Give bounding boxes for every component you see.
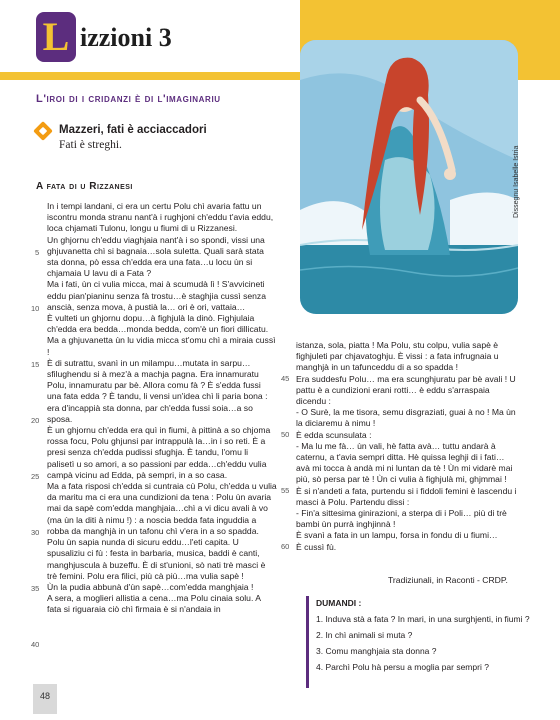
topic-subtitle: Fati è streghi. [59,139,122,151]
bullet-diamond-icon [33,121,53,141]
story-paragraph: In i tempi landani, ci era un certu Polu chì avaria fattu un iscontru monda stranu nant'à i rughjoni ch'eddu t'avia eddu, loca chjamati Tulonu, longu u fiumi di u Rizzanesi. [47,201,274,234]
chapter-logo-letter: L [42,14,70,59]
question-item: 3. Comu manghjaia sta donna ? [316,646,437,656]
story-paragraph: È cussì fù. [296,541,337,552]
line-number: 15 [31,360,40,369]
story-paragraph: A sera, a moglieri allistia a cena…ma Polu cinaia solu. A fata si riguaraia ciò chì firmaia è si n'andaia in [47,593,261,615]
story-paragraph: Ùn la pudia abbunà d'ùn sapè…com'edda manghjaia ! [47,581,254,592]
story-title: A fata di u Rizzanesi [36,181,133,192]
story-paragraph: È edda scunsulata : [296,429,372,440]
line-number: 35 [31,584,40,593]
questions-title: DUMANDI : [316,598,362,608]
story-column-2 [296,340,518,553]
illustration-credit: Dissegnu Isabelle Istria [513,145,520,218]
line-number: 45 [281,374,290,383]
page-number: 48 [39,691,50,701]
story-paragraph: Ma i fati, ùn ci vulia micca, mai à scumudà lì ! S'avvicineti eddu pian'pianinu senza fà trostu…è staghjia cussì senza anscià, senza mova, à pustià la… ori è ori, vattaia… [47,279,267,312]
story-paragraph: istanza, sola, piatta ! Ma Polu, stu colpu, vulia sapè è fighjuleti par chjavatoghju. È vissi : a fata infrugnaia u manghjà in un tafunceddu di a so spadda ! [296,340,499,373]
questions-accent-bar [306,596,309,688]
fairy-illustration-art [300,40,518,314]
question-item: 4. Parchì Polu hà persu a moglia par sempri ? [316,662,489,672]
story-paragraph: È di sutrattu, svanì in un milampu…mutata in sarpu…sfilughendu si à mez'à a machja pagna. Era innamuratu Polu, innamuratu par bè. Allora comu fà ? È s'edda fussi una fata edda ? È tandu, li vensi un'idea chì li paria bona : era d'incappià sta donna, par ch'edda fussi soia…a so sposa. [47,357,268,424]
story-paragraph: È svanì a fata in un lampu, forsa in fondu di u fiumi… [296,530,498,541]
line-number: 5 [35,248,40,257]
chapter-logo [36,12,76,62]
story-paragraph: - O Surè, la me tisora, semu disgraziati, guai à no ! Ma ùn la diciaremu à nimu ! [296,407,516,429]
story-paragraph: Era suddesfu Polu… ma era scunghjuratu par bè avali ! U pattu è a cundizioni erani rotti… è eddu s'arraspaia dicendu : [296,373,516,407]
story-paragraph: - Ma lu me fà… ùn vali, hè fatta avà… tuttu andarà à caternu, a t'avia sempri ditta. Hè quissa leghji di i fati… avà mi tocca à andà mi ni luntan da tè ! Ùn mi vidarè mai più, sò persa par tè ! Ùn ci vulia à fighjulà mi, ghjmmai ! [296,440,513,485]
line-number: 20 [31,416,40,425]
topic-title: Mazzeri, fati è acciaccadori [59,124,207,136]
page-number-tab [33,684,57,714]
section-title: L'iroi di i cridanzi è di l'imaginariu [36,93,221,105]
fairy-illustration [300,40,518,314]
story-paragraph: Ma a fata risposi ch'edda si cuntraia cù Polu, ch'edda u vulia da maritu ma ci era una cundizioni da tena : Polu ùn avaria mai da sapè com'edda manghjaia…chì a vi dicu avali à vo (ma ùn la diti à nimu !) : a noscia bedda fata inguddia a robba da manghjà in un tafonu chì v'era in a so spadda. Polu ùn sapia nunda di sicuru eddu…l'eti capita. U spusaliziu ci fù : festa in barbaria, musica, baddi è canti, manghjuscula à buzeffu. È di st'unioni, sò nati trè masci è trè femini. Polu era filici, più cà più…ma vulia sapè ! [47,481,277,581]
line-number: 55 [281,486,290,495]
story-paragraph: Un ghjornu ch'eddu viaghjaia nant'à i so spondi, vissi una ghjuvanetta chì si bagnaia…sola suletta. Quali sarà stata sta donna, pò essa ch'edda era una fata…u locu ùn si chjamaia U lavu di a Fata ? [47,234,265,279]
line-number: 10 [31,304,40,313]
questions-box [296,596,530,688]
line-number: 25 [31,472,40,481]
story-column-1 [47,201,277,616]
line-number: 60 [281,542,290,551]
question-item: 2. In chì animali si muta ? [316,630,413,640]
chapter-title: izzioni 3 [80,23,172,52]
line-number: 30 [31,528,40,537]
story-paragraph: - Fin'a sittesima ginirazioni, a sterpa di i Poli… più di trè bambi ùn purrà inghjinnà ! [296,508,507,530]
line-number: 40 [31,640,40,649]
story-source: Tradiziunali, in Raconti - CRDP. [388,575,508,585]
story-paragraph: È vulteti un ghjornu dopu…à fighjulà la dinò. Fighjulaia ch'edda era bedda…monda bedda, com'è un fiori dillicatu. Ma a ghjuvanetta ùn lu vidia micca st'omu chì a miraia cussì ! [47,313,276,357]
question-item: 1. Induva stà a fata ? In mari, in una surghjenti, in fiumi ? [316,614,530,624]
line-number: 50 [281,430,290,439]
story-paragraph: È si n'andeti a fata, purtendu si i fiddoli femini è lascendu i masci à Polu. Partendu dissi : [296,485,517,507]
story-paragraph: È un ghjornu ch'edda era quì in fiumi, à pittinà a so chjoma rossa focu, Polu ghjunsi par intrappulà la…in i so reti. È a presi senza ch'edda pudissi sfughja. È tandu, l'omu li palisetì u so amori, a so passioni par edda…ch'eddu vulia campà vicinu ad Edda, pà sempri, in a so casa. [47,425,271,480]
